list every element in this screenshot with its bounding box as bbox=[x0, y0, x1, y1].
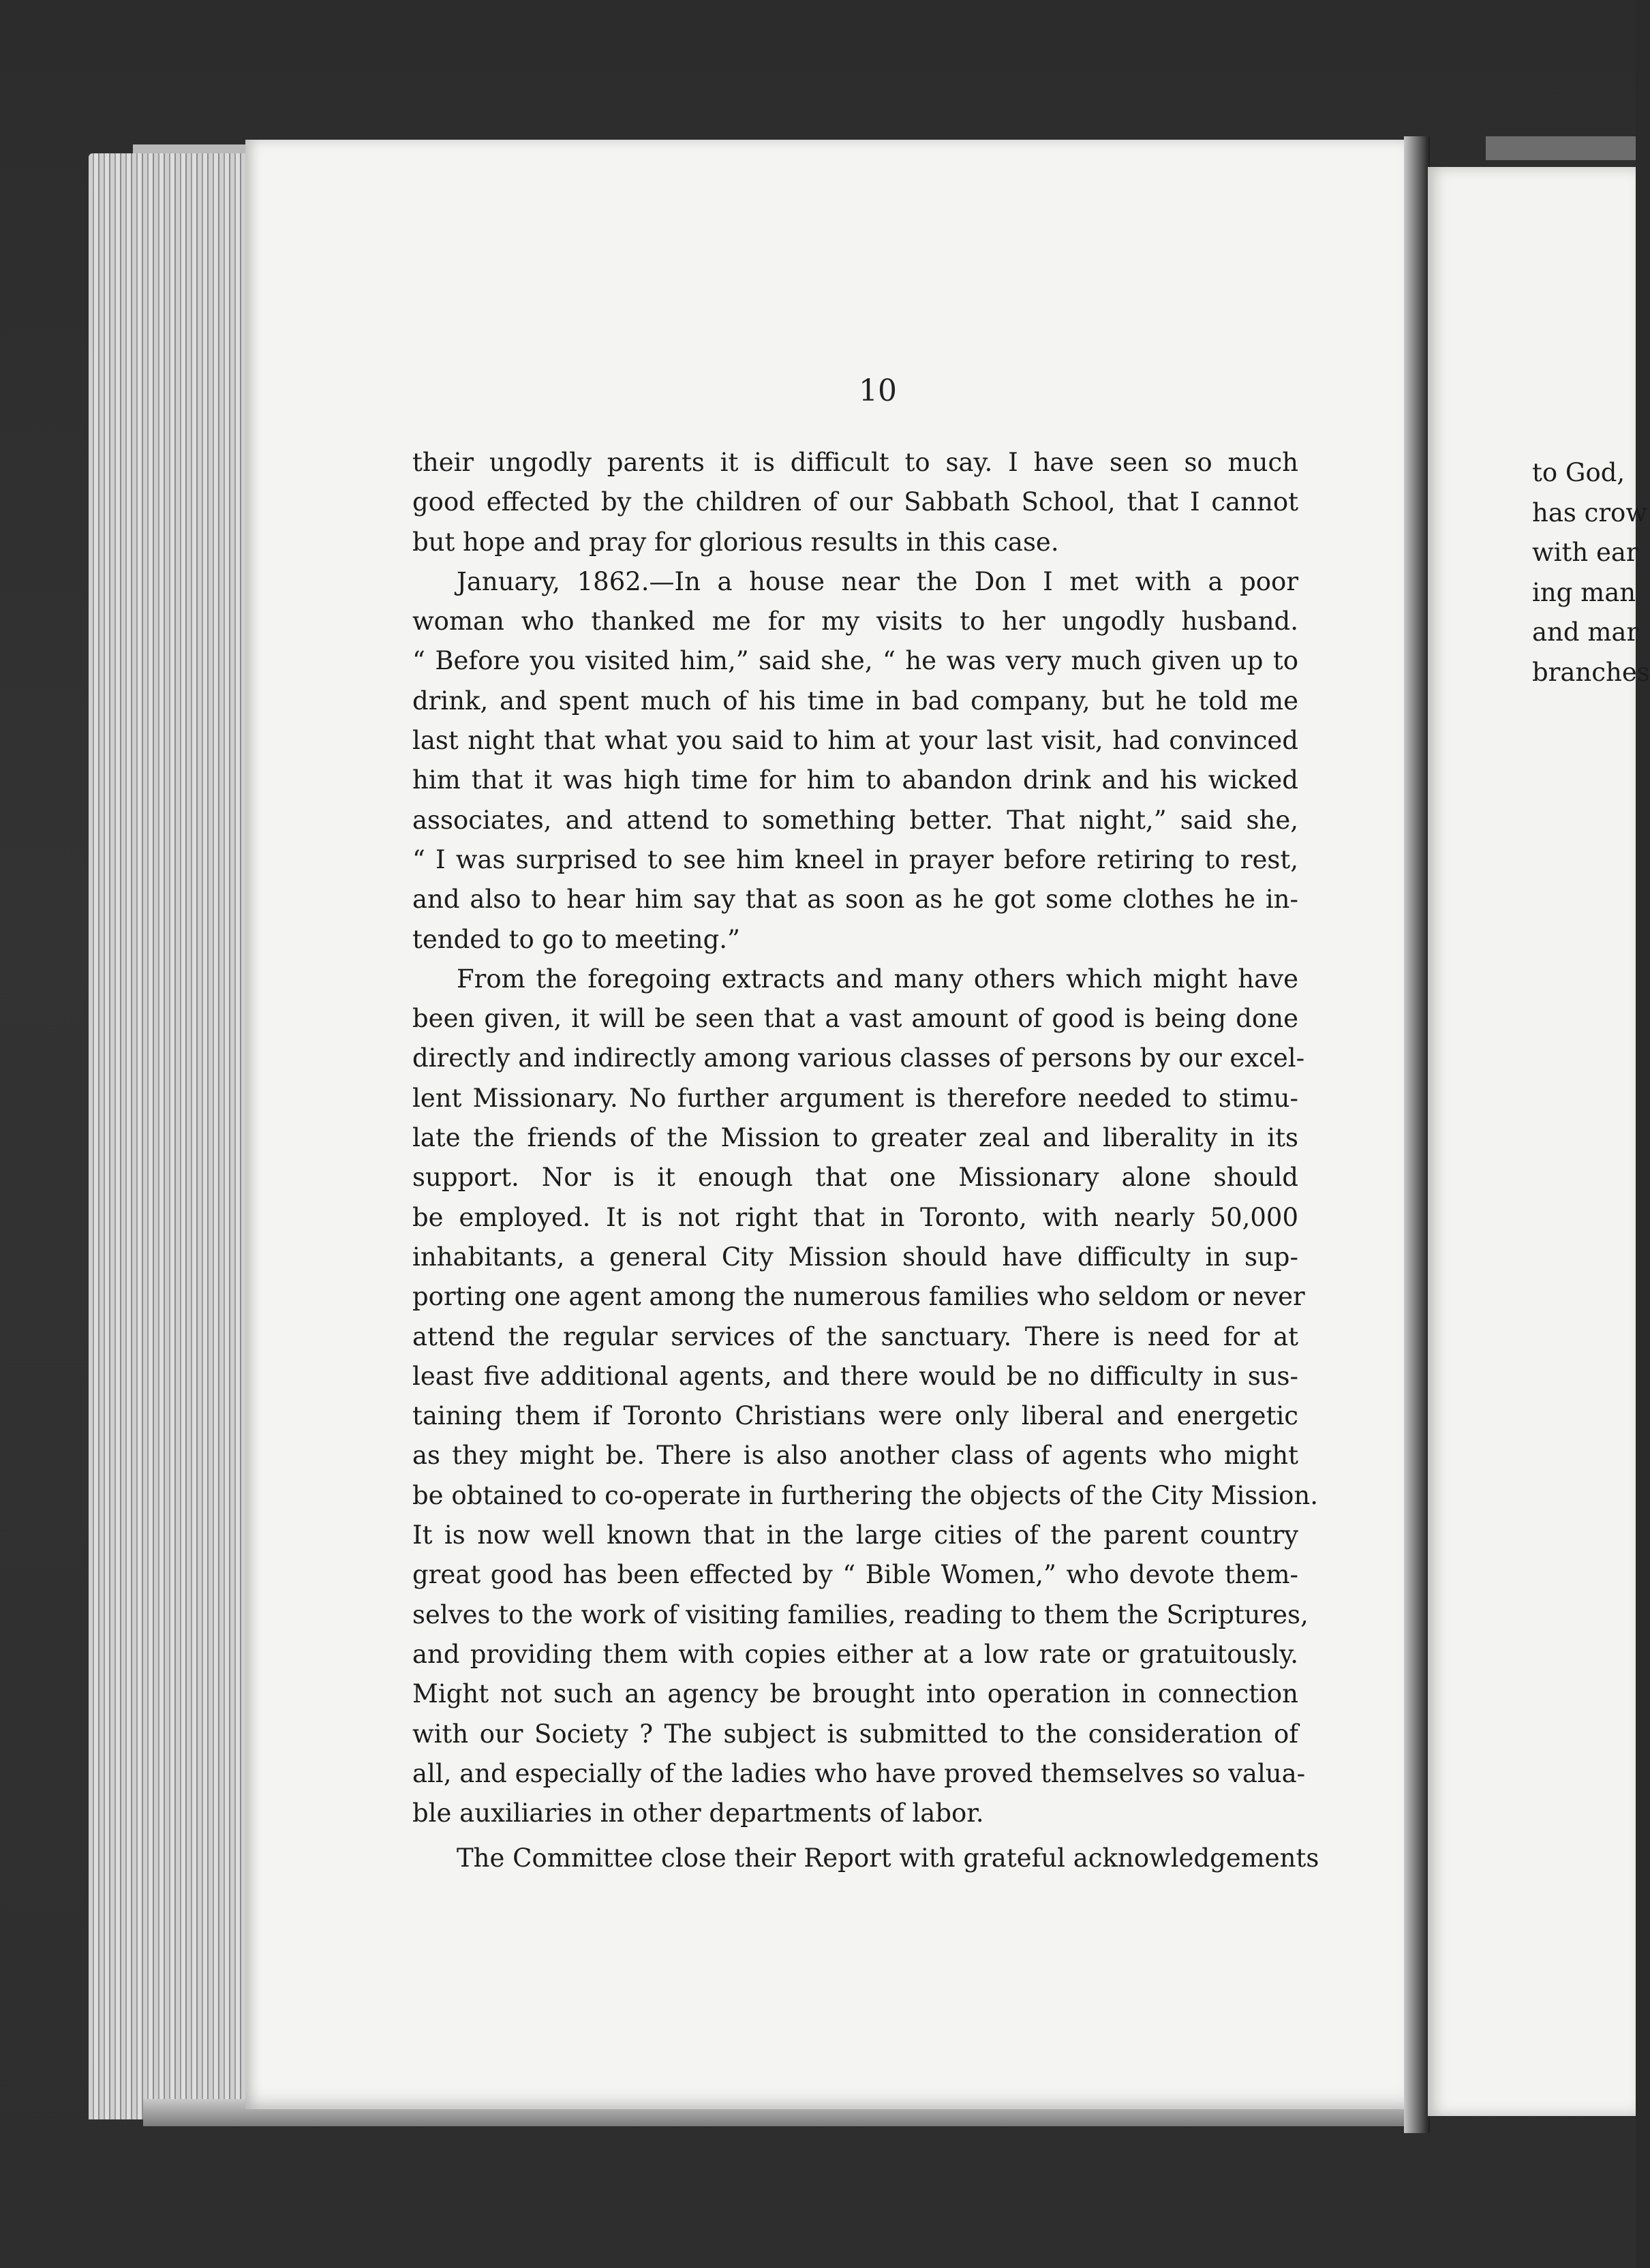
text-line: been given, it will be seen that a vast amount of good is being done bbox=[412, 1004, 1298, 1034]
text-line: and mar bbox=[1532, 617, 1639, 647]
text-line: late the friends of the Mission to greater zeal and liberality in its bbox=[412, 1123, 1298, 1153]
text-line: directly and indirectly among various classes of persons by our excel- bbox=[412, 1043, 1305, 1073]
text-line: has crow bbox=[1532, 497, 1647, 527]
text-line: porting one agent among the numerous families who seldom or never bbox=[412, 1282, 1305, 1312]
text-line: It is now well known that in the large cities of the parent country bbox=[412, 1520, 1298, 1550]
page-number: 10 bbox=[859, 373, 897, 408]
text-line: drink, and spent much of his time in bad company, but he told me bbox=[412, 686, 1298, 716]
text-line: as they might be. There is also another class of agents who might bbox=[412, 1441, 1298, 1471]
right-page-top-strip bbox=[1486, 136, 1636, 160]
text-line: ing man bbox=[1532, 577, 1636, 607]
text-line: taining them if Toronto Christians were only liberal and energetic bbox=[412, 1401, 1298, 1431]
text-line: Might not such an agency be brought into operation in connection bbox=[412, 1679, 1298, 1709]
text-line: with ear bbox=[1532, 538, 1638, 567]
text-line: all, and especially of the ladies who have proved themselves so valua- bbox=[412, 1758, 1306, 1788]
text-line: woman who thanked me for my visits to her ungodly husband. bbox=[412, 607, 1298, 637]
text-line: support. Nor is it enough that one Missionary alone should bbox=[412, 1163, 1298, 1193]
text-line: ble auxiliaries in other departments of labor. bbox=[412, 1798, 984, 1828]
main-text-block bbox=[412, 443, 1319, 1879]
text-line: be employed. It is not right that in Toronto, with nearly 50,000 bbox=[412, 1202, 1298, 1232]
text-line: “ Before you visited him,” said she, “ he was very much given up to bbox=[412, 646, 1298, 676]
text-line: great good has been effected by “ Bible Women,” who devote them- bbox=[412, 1560, 1298, 1590]
text-line: associates, and attend to something better. That night,” said she, bbox=[412, 805, 1298, 835]
text-line: their ungodly parents it is difficult to say. I have seen so much bbox=[412, 448, 1298, 477]
text-line: last night that what you said to him at your last visit, had convinced bbox=[412, 726, 1298, 756]
text-line: tended to go to meeting.” bbox=[412, 924, 740, 954]
text-line: to God, bbox=[1532, 458, 1625, 487]
text-line: and also to hear him say that as soon as he got some clothes he in- bbox=[412, 885, 1298, 915]
text-line: with our Society ? The subject is submitted to the consideration of bbox=[412, 1719, 1298, 1749]
text-line: The Committee close their Report with grateful acknowledgements bbox=[457, 1843, 1319, 1873]
text-line: but hope and pray for glorious results in this case. bbox=[412, 527, 1059, 557]
page-stack-edges bbox=[89, 153, 252, 2119]
text-line: good effected by the children of our Sabbath School, that I cannot bbox=[412, 487, 1298, 517]
text-line: branches bbox=[1532, 657, 1650, 687]
text-line: selves to the work of visiting families, reading to them the Scriptures, bbox=[412, 1599, 1309, 1629]
text-line: January, 1862.—In a house near the Don I met with a poor bbox=[457, 566, 1298, 596]
text-line: least five additional agents, and there would be no difficulty in sus- bbox=[412, 1361, 1298, 1391]
text-line: inhabitants, a general City Mission should have difficulty in sup- bbox=[412, 1242, 1298, 1272]
right-page-text-block bbox=[1532, 453, 1650, 692]
text-line: be obtained to co-operate in furthering the objects of the City Mission. bbox=[412, 1480, 1318, 1510]
text-line: “ I was surprised to see him kneel in prayer before retiring to rest, bbox=[412, 844, 1298, 874]
text-line: attend the regular services of the sanctuary. There is need for at bbox=[412, 1321, 1298, 1351]
book-gutter bbox=[1404, 136, 1430, 2133]
text-line: lent Missionary. No further argument is therefore needed to stimu- bbox=[412, 1083, 1298, 1113]
text-line: him that it was high time for him to abandon drink and his wicked bbox=[412, 765, 1298, 795]
text-line: and providing them with copies either at a low rate or gratuitously. bbox=[412, 1639, 1298, 1669]
text-line: From the foregoing extracts and many others which might have bbox=[457, 964, 1298, 994]
